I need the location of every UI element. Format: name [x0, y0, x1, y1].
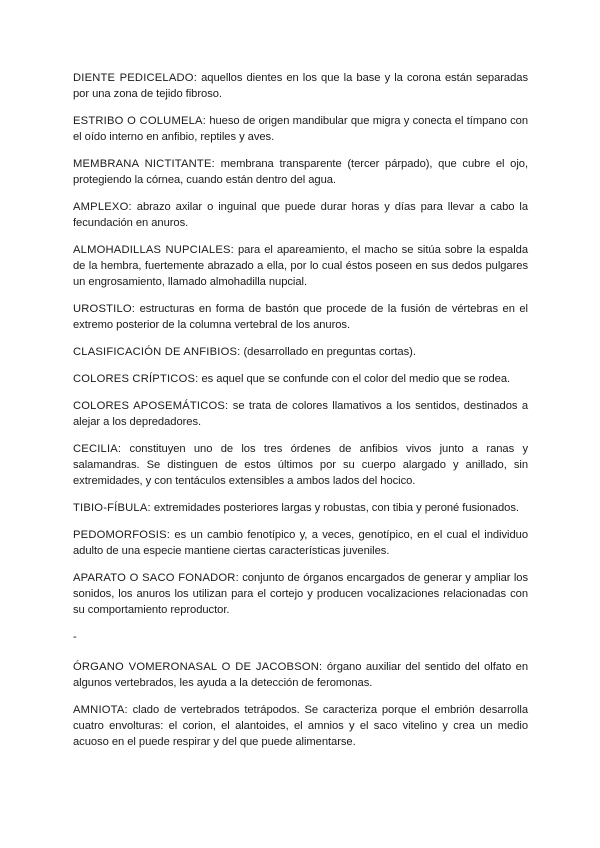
entry-diente-pedicelado — [73, 70, 528, 102]
entry-term: PEDOMORFOSIS: — [73, 529, 171, 541]
entry-term: MEMBRANA NICTITANTE: — [73, 158, 215, 170]
entry-clasificacion-anfibios — [73, 344, 528, 360]
entry-organo-vomeronasal — [73, 659, 528, 691]
entry-definition: estructuras en forma de bastón que procede de la fusión de vértebras en el extremo posterior de la columna vertebral de los anuros. — [73, 303, 528, 331]
entry-definition: membrana transparente (tercer párpado), que cubre el ojo, protegiendo la córnea, cuando están dentro del agua. — [73, 158, 528, 186]
entry-definition: abrazo axilar o inguinal que puede durar horas y días para llevar a cabo la fecundación en anuros. — [73, 201, 528, 229]
entry-definition: para el apareamiento, el macho se sitúa sobre la espalda de la hembra, fuertemente abrazado a ella, por lo cual éstos poseen en sus dedos pulgares un engrosamiento, llamado almohadilla nupcial. — [73, 244, 528, 288]
entry-term: TIBIO-FÍBULA: — [73, 502, 151, 514]
entry-term: ÓRGANO VOMERONASAL O DE JACOBSON: — [73, 661, 323, 673]
entry-term: CLASIFICACIÓN DE ANFIBIOS: — [73, 346, 241, 358]
entry-amplexo — [73, 199, 528, 231]
entry-amniota — [73, 702, 528, 750]
entry-definition: es un cambio fenotípico y, a veces, genotípico, en el cual el individuo adulto de una especie mantiene ciertas características juveniles. — [73, 529, 528, 557]
entry-estribo-columela — [73, 113, 528, 145]
entry-definition: clado de vertebrados tetrápodos. Se caracteriza porque el embrión desarrolla cuatro envolturas: el corion, el alantoides, el amnios y el saco vitelino y crea un medio acuoso en el puede respirar y del que puede alimentarse. — [73, 704, 528, 748]
entry-urostilo — [73, 301, 528, 333]
entry-pedomorfosis — [73, 527, 528, 559]
entry-definition: hueso de origen mandibular que migra y conecta el tímpano con el oído interno en anfibio, reptiles y aves. — [73, 115, 528, 143]
entry-term: CECILIA: — [73, 443, 122, 455]
entry-colores-aposematicos — [73, 398, 528, 430]
entry-term: AMPLEXO: — [73, 201, 132, 213]
entry-term: COLORES APOSEMÁTICOS: — [73, 400, 229, 412]
entry-definition: extremidades posteriores largas y robustas, con tibia y peroné fusionados. — [150, 502, 519, 514]
entry-cecilia — [73, 441, 528, 489]
entry-definition: órgano auxiliar del sentido del olfato en algunos vertebrados, les ayuda a la detección de feromonas. — [73, 661, 529, 689]
document-page — [73, 70, 528, 761]
entry-tibio-fibula — [73, 500, 528, 516]
entry-term: ESTRIBO O COLUMELA: — [73, 115, 207, 127]
entry-definition: (desarrollado en preguntas cortas). — [240, 346, 416, 358]
entry-definition: constituyen uno de los tres órdenes de anfibios vivos junto a ranas y salamandras. Se distinguen de estos últimos por su cuerpo alargado y anillado, sin extremidades, y con tentáculos extensibles a ambos lados del hocico. — [73, 443, 528, 487]
entry-definition: es aquel que se confunde con el color del medio que se rodea. — [198, 373, 511, 385]
entry-definition: se trata de colores llamativos a los sentidos, destinados a alejar a los depredadores. — [73, 400, 528, 428]
entry-definition: aquellos dientes en los que la base y la corona están separadas por una zona de tejido fibroso. — [73, 72, 528, 100]
entry-term: DIENTE PEDICELADO: — [73, 72, 198, 84]
entry-term: ALMOHADILLAS NUPCIALES: — [73, 244, 234, 256]
entry-term: APARATO O SACO FONADOR: — [73, 572, 239, 584]
entry-term: UROSTILO: — [73, 303, 136, 315]
entry-aparato-saco-fonador — [73, 570, 528, 618]
entry-almohadillas-nupciales — [73, 242, 528, 290]
separator-dash: - — [73, 631, 77, 643]
entry-membrana-nictitante — [73, 156, 528, 188]
entry-definition: conjunto de órganos encargados de generar y ampliar los sonidos, los anuros los utilizan para el cortejo y producen vocalizaciones relacionadas con su comportamiento reproductor. — [73, 572, 528, 616]
entry-term: COLORES CRÍPTICOS: — [73, 373, 199, 385]
entry-term: AMNIOTA: — [73, 704, 128, 716]
entry-colores-cripticos — [73, 371, 528, 387]
